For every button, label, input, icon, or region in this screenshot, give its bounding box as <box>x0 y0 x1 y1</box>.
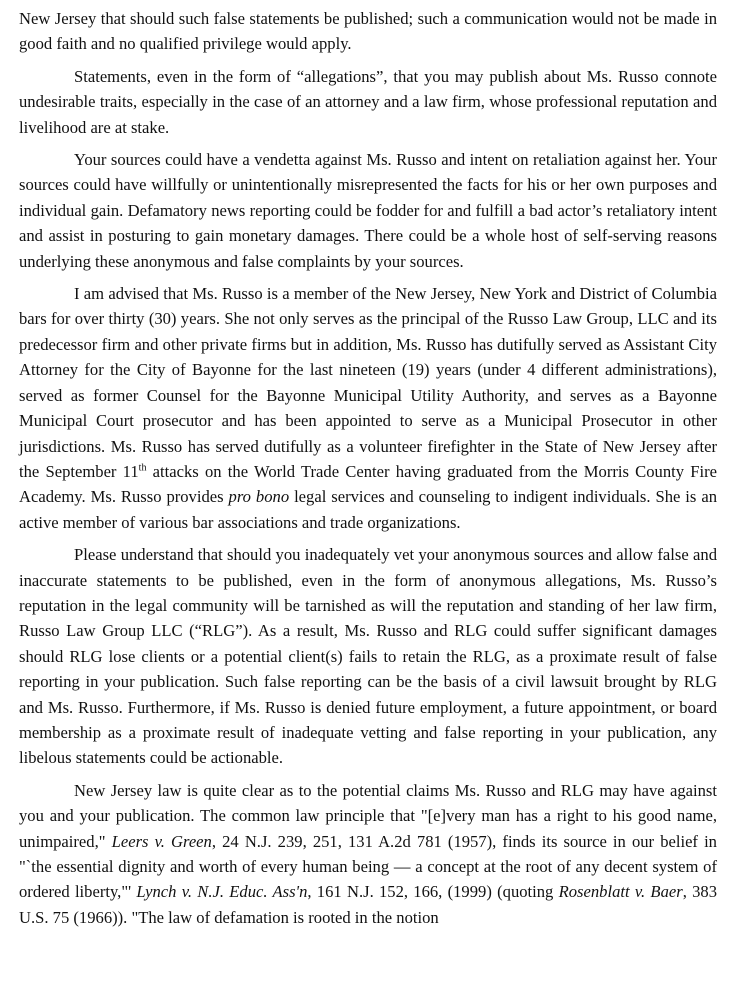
text-run: , 161 N.J. 152, 166, (1999) (quoting <box>307 882 559 902</box>
superscript-text: th <box>138 462 147 474</box>
italic-text: Rosenblatt v. Baer <box>558 882 683 902</box>
document-page <box>19 6 717 937</box>
paragraph-5 <box>19 542 717 771</box>
italic-text: Leers v. Green <box>111 831 212 851</box>
text-run: New Jersey that should such false statements be published; such a communication would not be made in good faith and no qualified privilege would apply. <box>19 9 717 54</box>
paragraph-2 <box>19 64 717 140</box>
paragraph-4 <box>19 281 717 535</box>
text-run: Statements, even in the form of “allegations”, that you may publish about Ms. Russo connote undesirable traits, especially in the case of an attorney and a law firm, whose professional reputation and livelihood are at stake. <box>19 66 717 137</box>
text-run: I am advised that Ms. Russo is a member of the New Jersey, New York and District of Columbia bars for over thirty (30) years. She not only serves as the principal of the Russo Law Group, LLC and its predecessor firm and other private firms but in addition, Ms. Russo has dutifully served as Assistant City Attorney for the City of Bayonne for the last nineteen (19) years (under 4 different administrations), served as former Counsel for the Bayonne Municipal Utility Authority, and serves as a Bayonne Municipal Court prosecutor and has been appointed to serve as a Municipal Prosecutor in other jurisdictions. Ms. Russo has served dutifully as a volunteer firefighter in the State of New Jersey after the September 11 <box>19 284 717 481</box>
paragraph-6 <box>19 778 717 930</box>
italic-text: pro bono <box>228 487 290 507</box>
text-run: Please understand that should you inadequately vet your anonymous sources and allow false and inaccurate statements to be published, even in the form of anonymous allegations, Ms. Russo’s reputation in the legal community will be tarnished as will the reputation and standing of her law firm, Russo Law Group LLC (“RLG”). As a result, Ms. Russo and RLG could suffer significant damages should RLG lose clients or a potential client(s) fails to retain the RLG, as a proximate result of false reporting in your publication. Such false reporting can be the basis of a civil lawsuit brought by RLG and Ms. Russo. Furthermore, if Ms. Russo is denied future employment, a future appointment, or board membership as a proximate result of inadequate vetting and false reporting in your publication, any libelous statements could be actionable. <box>19 545 717 768</box>
text-run: attacks on the World Trade Center having graduated from the Morris County Fire Academy. Ms. Russo provides <box>19 461 717 507</box>
text-run: legal services and counseling to indigent individuals. She is an active member of various bar associations and trade organizations. <box>19 487 717 532</box>
text-run: New Jersey law is quite clear as to the potential claims Ms. Russo and RLG may have against you and your publication. The common law principle that "[e]very man has a right to his good name, unimpaired," <box>19 780 717 851</box>
text-run: , 383 U.S. 75 (1966)). "The law of defamation is rooted in the notion <box>19 882 717 927</box>
text-run: Your sources could have a vendetta against Ms. Russo and intent on retaliation against her. Your sources could have willfully or unintentionally misrepresented the facts for his or her own purposes and individual gain. Defamatory news reporting could be fodder for and fulfill a bad actor’s retaliatory intent and assist in posturing to gain monetary damages. There could be a whole host of self-serving reasons underlying these anonymous and false complaints by your sources. <box>19 150 717 271</box>
text-run: , 24 N.J. 239, 251, 131 A.2d 781 (1957), finds its source in our belief in "`the essential dignity and worth of every human being — a concept at the root of any decent system of ordered liberty,"' <box>19 831 717 902</box>
paragraph-1 <box>19 6 717 57</box>
italic-text: Lynch v. N.J. Educ. Ass'n <box>136 882 308 902</box>
paragraph-3 <box>19 147 717 274</box>
